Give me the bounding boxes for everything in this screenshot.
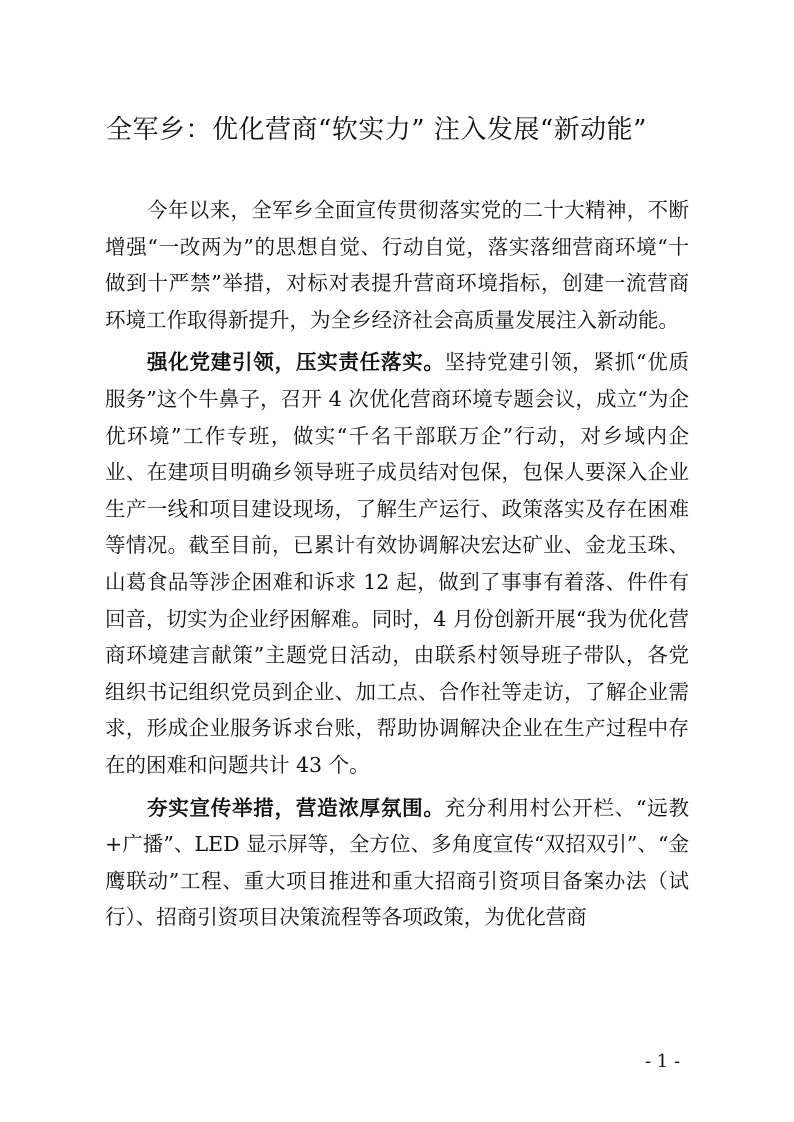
paragraph-party-building-heading: 强化党建引领，压实责任落实。 [147,350,445,375]
page-number: - 1 - [645,1051,681,1072]
paragraph-intro [105,192,689,338]
paragraph-party-building-text: 坚持党建引领，紧抓“优质服务”这个牛鼻子，召开 4 次优化营商环境专题会议，成立“为企优环境”工作专班，做实“千名干部联万企”行动，对乡域内企业、在建项目明确乡领导班子成员结对包保，包保人要深入企业生产一线和项目建设现场，了解生产运行、政策落实及存在困难等情况。截至目前，已累计有效协调解决宏达矿业、金龙玉珠、山葛食品等涉企困难和诉求 12 起，做到了事事有着落、件件有回音，切实为企业纾困解难。同时，4 月份创新开展“我为优化营商环境建言献策”主题党日活动，由联系村领导班子带队，各党组织书记组织党员到企业、加工点、合作社等走访，了解企业需求，形成企业服务诉求台账，帮助协调解决企业在生产过程中存在的困难和问题共计 43 个。 [105,350,690,777]
paragraph-publicity-text: 充分利用村公开栏、“远教+广播”、LED 显示屏等，全方位、多角度宣传“双招双引”、“金鹰联动”工程、重大项目推进和重大招商引资项目备案办法（试行）、招商引资项目决策流程等各项政策，为优化营商 [105,795,690,930]
paragraph-publicity [105,790,689,936]
document-body [105,192,689,942]
paragraph-intro-text: 今年以来，全军乡全面宣传贯彻落实党的二十大精神，不断增强“一改两为”的思想自觉、行动自觉，落实落细营商环境“十做到十严禁”举措，对标对表提升营商环境指标，创建一流营商环境工作取得新提升，为全乡经济社会高质量发展注入新动能。 [105,198,689,332]
document-title: 全军乡：优化营商“软实力” 注入发展“新动能” [106,115,647,145]
paragraph-party-building [105,344,689,783]
paragraph-publicity-heading: 夯实宣传举措，营造浓厚氛围。 [147,795,445,820]
